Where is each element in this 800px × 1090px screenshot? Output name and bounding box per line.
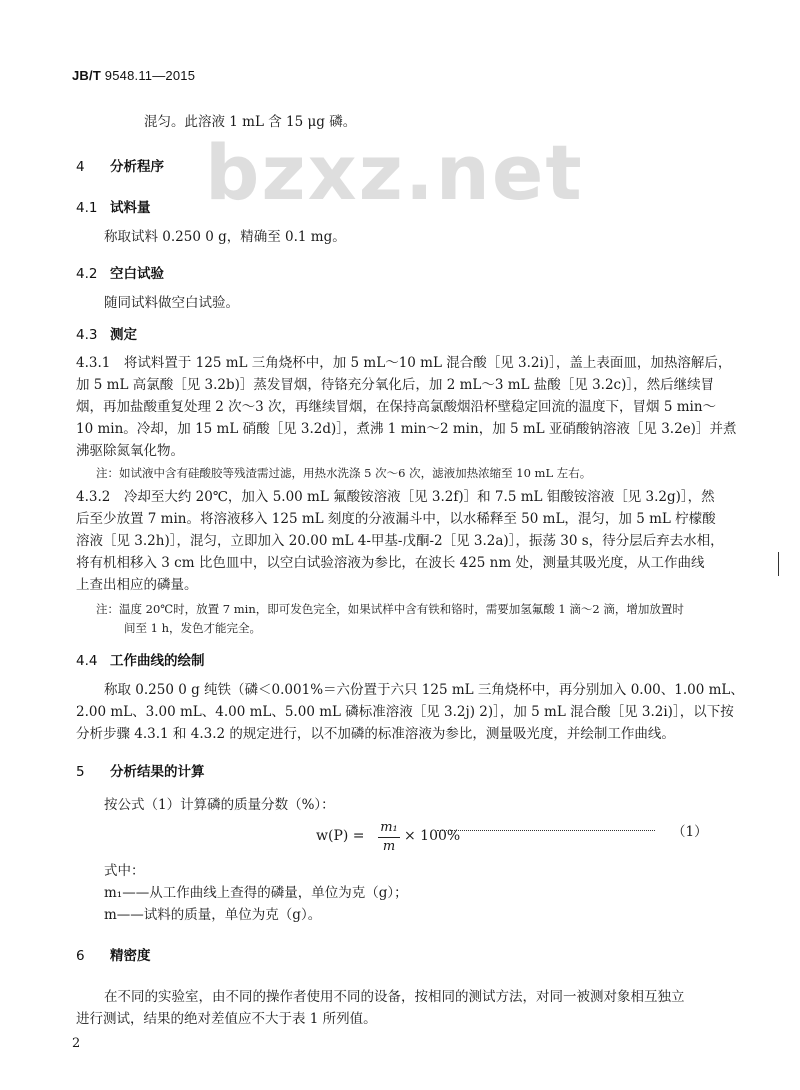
paragraph-4-3-1-line: 加 5 mL 高氯酸［见 3.2b)］蒸发冒烟，待铬充分氧化后，加 2 mL～3 mL 盐酸［见 3.2c)］，然后继续冒 bbox=[76, 377, 715, 393]
paragraph-4-3-1-line: 沸驱除氮氧化物。 bbox=[76, 443, 184, 459]
fraction-bar bbox=[378, 837, 400, 838]
section-4-1-heading bbox=[76, 196, 151, 216]
section-title: 空白试验 bbox=[110, 266, 164, 282]
paragraph-6-line: 在不同的实验室，由不同的操作者使用不同的设备，按相同的测试方法，对同一被测对象相互独立 bbox=[104, 989, 685, 1005]
section-4-4-heading bbox=[76, 649, 205, 669]
section-4-3-heading bbox=[76, 323, 137, 343]
section-title: 分析程序 bbox=[110, 159, 164, 175]
paragraph-5: 按公式（1）计算磷的质量分数（%）： bbox=[104, 797, 335, 813]
section-6-heading bbox=[76, 944, 151, 964]
variable-definition: m——试料的质量，单位为克（g）。 bbox=[104, 907, 322, 923]
formula-fraction bbox=[378, 820, 400, 855]
formula-leader-dots bbox=[437, 830, 655, 831]
formula-rest: × 100% bbox=[404, 828, 461, 844]
paragraph-4-3-1-line: 4.3.1 将试料置于 125 mL 三角烧杯中，加 5 mL～10 mL 混合酸［见 3.2i)］，盖上表面皿，加热溶解后， bbox=[76, 355, 732, 371]
section-4-heading bbox=[76, 155, 164, 175]
paragraph-4-3-1-line: 10 min。冷却，加 15 mL 硝酸［见 3.2d)］，煮沸 1 min～2 min，加 5 mL 亚硝酸钠溶液［见 3.2e)］并煮 bbox=[76, 421, 737, 437]
section-4-2-heading bbox=[76, 262, 164, 282]
paragraph-4-4-line: 分析步骤 4.3.1 和 4.3.2 的规定进行，以不加磷的标准溶液为参比，测量吸光度，并绘制工作曲线。 bbox=[76, 726, 675, 742]
where-label: 式中： bbox=[104, 863, 145, 879]
paragraph-4-3-2-line: 后至少放置 7 min。将溶液移入 125 mL 刻度的分液漏斗中，以水稀释至 50 mL，混匀，加 5 mL 柠檬酸 bbox=[76, 511, 716, 527]
section-number: 4.4 bbox=[76, 653, 98, 669]
section-title: 测定 bbox=[110, 327, 137, 343]
section-4-2-text: 随同试料做空白试验。 bbox=[104, 295, 239, 311]
section-number: 4.2 bbox=[76, 266, 98, 282]
paragraph-4-3-2-line: 上查出相应的磷量。 bbox=[76, 577, 198, 593]
intro-line: 混匀。此溶液 1 mL 含 15 μg 磷。 bbox=[144, 114, 357, 130]
paragraph-4-3-1-line: 烟，再加盐酸重复处理 2 次～3 次，再继续冒烟，在保持高氯酸烟沿杯壁稳定回流的温度下，冒烟 5 min～ bbox=[76, 399, 717, 415]
section-title: 分析结果的计算 bbox=[110, 764, 205, 780]
formula-denominator: m bbox=[382, 839, 396, 854]
formula-lhs: w(P) = bbox=[316, 828, 365, 844]
document-header bbox=[72, 68, 195, 83]
paragraph-4-3-2-line: 4.3.2 冷却至大约 20℃，加入 5.00 mL 氟酸铵溶液［见 3.2f)］和 7.5 mL 钼酸铵溶液［见 3.2g)］，然 bbox=[76, 489, 715, 505]
section-title: 工作曲线的绘制 bbox=[110, 653, 205, 669]
note-2-line: 间至 1 h，发色才能完全。 bbox=[124, 621, 262, 635]
watermark-logo: bzxz.net bbox=[205, 128, 584, 217]
section-number: 4.3 bbox=[76, 327, 98, 343]
variable-definition: m₁——从工作曲线上查得的磷量，单位为克（g）； bbox=[104, 885, 408, 901]
formula-numerator: m₁ bbox=[380, 820, 398, 835]
paragraph-4-4-line: 称取 0.250 0 g 纯铁（磷＜0.001%＝六份置于六只 125 mL 三角烧杯中，再分别加入 0.00、1.00 mL、 bbox=[104, 682, 744, 698]
section-4-1-text: 称取试料 0.250 0 g，精确至 0.1 mg。 bbox=[104, 229, 346, 245]
section-number: 5 bbox=[76, 764, 85, 780]
section-title: 精密度 bbox=[110, 948, 151, 964]
page-number: 2 bbox=[72, 1036, 81, 1051]
section-number: 4 bbox=[76, 159, 85, 175]
section-number: 6 bbox=[76, 948, 85, 964]
paragraph-4-3-2-line: 溶液［见 3.2h)］，混匀，立即加入 20.00 mL 4-甲基-戊酮-2［见 3.2a)］，振荡 30 s，待分层后弃去水相， bbox=[76, 533, 724, 549]
section-number: 4.1 bbox=[76, 200, 98, 216]
standard-code: JB/T bbox=[72, 68, 101, 83]
note-1: 注：如试液中含有硅酸胶等残渣需过滤，用热水洗涤 5 次～6 次，滤液加热浓缩至 10 mL 左右。 bbox=[96, 466, 592, 480]
margin-mark bbox=[778, 552, 779, 576]
equation-number: （1） bbox=[672, 824, 708, 840]
paragraph-6-line: 进行测试，结果的绝对差值应不大于表 1 所列值。 bbox=[76, 1011, 377, 1027]
paragraph-4-3-2-line: 将有机相移入 3 cm 比色皿中，以空白试验溶液为参比，在波长 425 nm 处，测量其吸光度，从工作曲线 bbox=[76, 555, 705, 571]
section-title: 试料量 bbox=[110, 200, 151, 216]
note-2-line: 注：温度 20℃时，放置 7 min，即可发色完全，如果试样中含有铁和铬时，需要加氢氟酸 1 滴～2 滴，增加放置时 bbox=[96, 602, 684, 616]
section-5-heading bbox=[76, 760, 205, 780]
standard-number: 9548.11—2015 bbox=[104, 68, 196, 83]
paragraph-4-4-line: 2.00 mL、3.00 mL、4.00 mL、5.00 mL 磷标准溶液［见 3.2j) 2)］，加 5 mL 混合酸［见 3.2i)］，以下按 bbox=[76, 704, 734, 720]
